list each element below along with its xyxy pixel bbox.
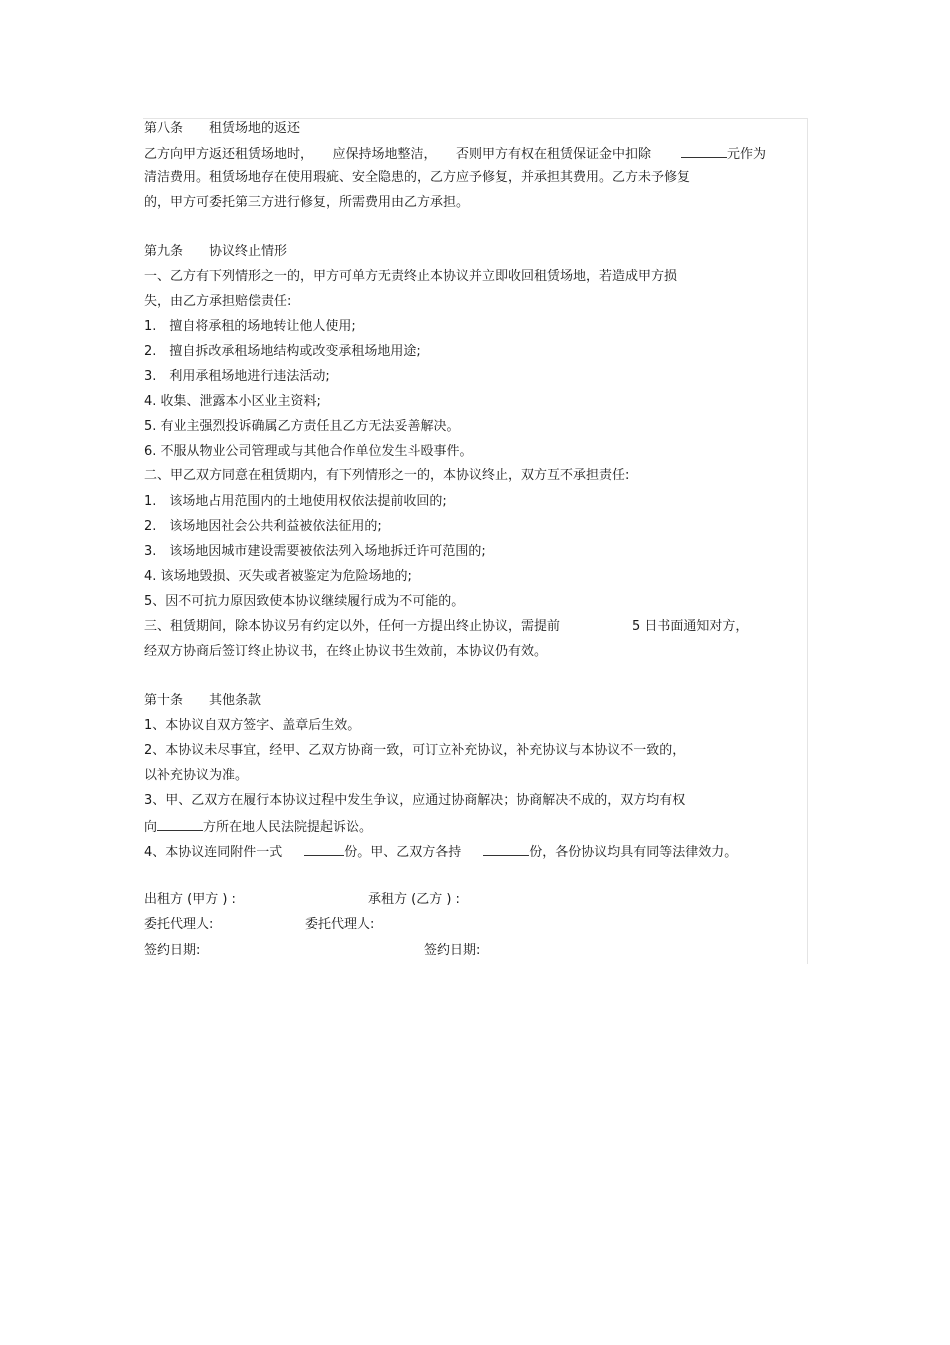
fill-blank xyxy=(157,817,203,831)
list-item: 4. 收集、泄露本小区业主资料; xyxy=(144,394,321,409)
fill-blank xyxy=(304,842,344,856)
list-item: 2、本协议未尽事宜，经甲、乙双方协商一致，可订立补充协议，补充协议与本协议不一致的， xyxy=(144,743,686,758)
list-item: 2. 该场地因社会公共利益被依法征用的; xyxy=(144,519,382,534)
list-item: 1. 擅自将承租的场地转让他人使用; xyxy=(144,319,356,334)
text-segment: 乙方向甲方返还租赁场地时， 应保持场地整洁， 否则甲方有权在租赁保证金中扣除 xyxy=(144,147,652,162)
article-8-para-1 xyxy=(144,144,766,164)
text-segment: 份，各份协议均具有同等法律效力。 xyxy=(529,845,738,860)
list-item: 5、因不可抗力原因致使本协议继续履行成为不可能的。 xyxy=(144,594,465,609)
text-segment: 5 日书面通知对方， xyxy=(632,619,749,634)
sign-date-lessor: 签约日期: xyxy=(144,943,201,958)
article-10-title: 第十条 其他条款 xyxy=(144,693,262,708)
article-9-title: 第九条 协议终止情形 xyxy=(144,244,288,259)
list-item: 6. 不服从物业公司管理或与其他合作单位发生斗殴事件。 xyxy=(144,444,473,459)
agent-label-lessor: 委托代理人: xyxy=(144,917,214,932)
article-9-section-3-cont: 经双方协商后签订终止协议书，在终止协议书生效前，本协议仍有效。 xyxy=(144,644,548,659)
text-segment: 向 xyxy=(144,820,158,835)
list-item: 3. 该场地因城市建设需要被依法列入场地拆迁许可范围的; xyxy=(144,544,486,559)
agent-label-lessee: 委托代理人: xyxy=(305,917,375,932)
sign-date-lessee: 签约日期: xyxy=(424,943,481,958)
article-9-section-1: 一、乙方有下列情形之一的，甲方可单方无责终止本协议并立即收回租赁场地，若造成甲方损 xyxy=(144,269,678,284)
list-item xyxy=(144,842,737,862)
list-item-cont: 以补充协议为准。 xyxy=(144,768,249,783)
list-item: 1. 该场地占用范围内的土地使用权依法提前收回的; xyxy=(144,494,447,509)
lessor-label: 出租方 (甲方 ) : xyxy=(144,892,236,907)
list-item: 3. 利用承租场地进行违法活动; xyxy=(144,369,330,384)
lessee-label: 承租方 (乙方 ) : xyxy=(368,892,460,907)
list-item: 3、甲、乙双方在履行本协议过程中发生争议，应通过协商解决；协商解决不成的，双方均有权 xyxy=(144,793,686,808)
article-8-para-2: 清洁费用。租赁场地存在使用瑕疵、安全隐患的，乙方应予修复，并承担其费用。乙方未予修复 xyxy=(144,170,691,185)
text-segment: 方所在地人民法院提起诉讼。 xyxy=(203,820,373,835)
list-item: 5. 有业主强烈投诉确属乙方责任且乙方无法妥善解决。 xyxy=(144,419,460,434)
article-9-section-3 xyxy=(144,618,748,636)
list-item-cont xyxy=(144,817,372,837)
text-segment: 4、本协议连同附件一式 xyxy=(144,845,283,860)
text-segment: 元作为 xyxy=(727,147,767,162)
article-9-section-2: 二、甲乙双方同意在租赁期内，有下列情形之一的，本协议终止，双方互不承担责任: xyxy=(144,468,630,483)
text-segment: 份。甲、乙双方各持 xyxy=(344,845,462,860)
text-segment: 三、租赁期间，除本协议另有约定以外，任何一方提出终止协议，需提前 xyxy=(144,619,561,634)
article-8-para-3: 的，甲方可委托第三方进行修复，所需费用由乙方承担。 xyxy=(144,195,470,210)
list-item: 1、本协议自双方签字、盖章后生效。 xyxy=(144,718,361,733)
fill-blank xyxy=(681,144,727,158)
list-item: 2. 擅自拆改承租场地结构或改变承租场地用途; xyxy=(144,344,421,359)
fill-blank xyxy=(483,842,529,856)
list-item: 4. 该场地毁损、灭失或者被鉴定为危险场地的; xyxy=(144,569,412,584)
article-8-title: 第八条 租赁场地的返还 xyxy=(144,121,301,136)
article-9-section-1-cont: 失，由乙方承担赔偿责任: xyxy=(144,294,292,309)
